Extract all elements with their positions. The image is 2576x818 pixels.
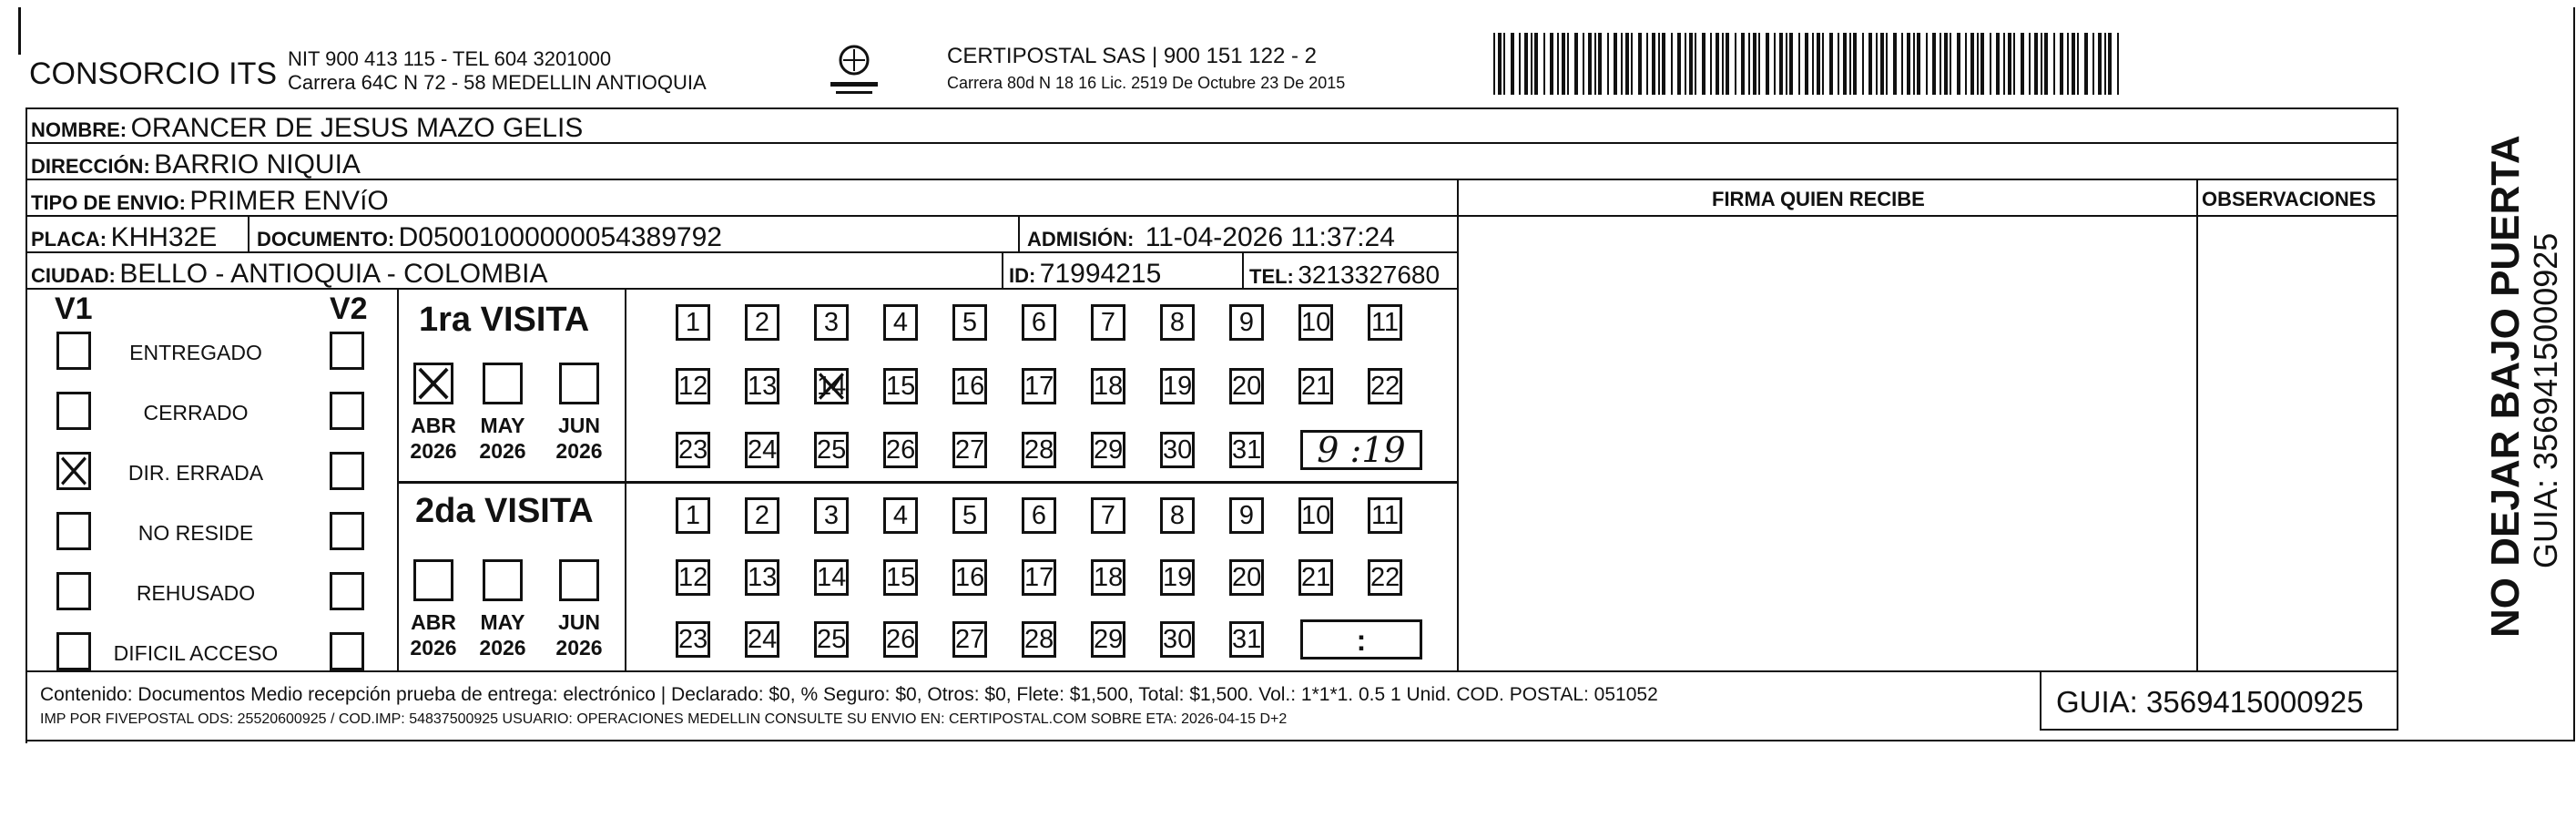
day-checkbox[interactable]: [883, 432, 918, 468]
day-number: 16: [955, 563, 985, 592]
day-number: 23: [678, 625, 708, 654]
month-checkbox[interactable]: [559, 559, 599, 601]
company-address: Carrera 64C N 72 - 58 MEDELLIN ANTIOQUIA: [288, 71, 707, 94]
day-checkbox[interactable]: [952, 559, 987, 596]
day-number: 13: [748, 372, 778, 401]
day-number: 23: [678, 435, 708, 465]
day-checkbox[interactable]: [1229, 368, 1264, 404]
day-number: 26: [886, 625, 916, 654]
nombre-row: [31, 115, 583, 142]
day-number: 19: [1163, 372, 1193, 401]
day-number: 29: [1094, 625, 1124, 654]
day-number: 1: [685, 308, 701, 337]
v2-checkbox[interactable]: [330, 332, 364, 370]
status-label: REHUSADO: [136, 581, 256, 605]
day-number: 3: [823, 501, 840, 530]
day-number: 27: [955, 435, 985, 465]
day-number: 16: [955, 372, 985, 401]
day-checkbox[interactable]: [1091, 559, 1125, 596]
carrier-name: CERTIPOSTAL SAS | 900 151 122 - 2: [947, 44, 1317, 68]
day-number: 13: [748, 563, 778, 592]
day-checkbox[interactable]: [1091, 304, 1125, 341]
day-checkbox[interactable]: [1022, 559, 1056, 596]
day-checkbox[interactable]: [1091, 621, 1125, 658]
day-checkbox[interactable]: [1160, 432, 1195, 468]
day-checkbox[interactable]: [676, 304, 710, 341]
day-number: 10: [1301, 308, 1331, 337]
certipostal-logo: [827, 42, 881, 100]
id-divider: [1002, 253, 1003, 288]
v1-checkbox[interactable]: [56, 452, 91, 490]
month-checkbox[interactable]: [413, 363, 453, 404]
day-checkbox[interactable]: [1229, 621, 1264, 658]
day-checkbox[interactable]: [1022, 304, 1056, 341]
side-guia: GUIA: 3569415000925: [2527, 232, 2564, 568]
day-checkbox[interactable]: [745, 432, 779, 468]
day-number: 14: [817, 372, 847, 401]
day-number: 5: [962, 501, 978, 530]
v1-checkbox[interactable]: [56, 512, 91, 550]
ciudad-value: BELLO - ANTIOQUIA - COLOMBIA: [119, 259, 548, 289]
frame-top: [25, 107, 2398, 109]
month-checkbox[interactable]: [559, 363, 599, 404]
v2-checkbox[interactable]: [330, 452, 364, 490]
frame-bottom: [25, 740, 2575, 741]
tel-divider: [1242, 253, 1244, 288]
day-number: 8: [1169, 308, 1186, 337]
day-checkbox[interactable]: [952, 368, 987, 404]
month-year: 2026: [410, 439, 457, 463]
day-number: 18: [1094, 372, 1124, 401]
company-name: CONSORCIO ITS: [29, 56, 278, 91]
day-number: 26: [886, 435, 916, 465]
day-number: 12: [678, 372, 708, 401]
day-checkbox[interactable]: [814, 559, 849, 596]
day-number: 31: [1232, 435, 1262, 465]
day-checkbox[interactable]: [745, 368, 779, 404]
ciudad-label: CIUDAD:: [31, 264, 116, 287]
day-checkbox[interactable]: [676, 559, 710, 596]
footer-line1: Contenido: Documentos Medio recepción prueba de entrega: electrónico | Declarado: $0, % Seguro: $0, Otros: $0, Flete: $1,500, Total: $1,500. Vol.: 1*1*1. 0.5 1 Unid. COD. POSTAL: 051052: [40, 684, 1658, 705]
day-checkbox[interactable]: [745, 304, 779, 341]
day-checkbox[interactable]: [814, 621, 849, 658]
month-year: 2026: [555, 439, 603, 463]
day-number: 12: [678, 563, 708, 592]
id-cell: [1009, 261, 1161, 288]
month-checkbox[interactable]: [483, 559, 523, 601]
day-checkbox[interactable]: [814, 497, 849, 534]
day-checkbox[interactable]: [1022, 497, 1056, 534]
v2-header: V2: [330, 291, 368, 326]
day-number: 30: [1163, 435, 1193, 465]
footer-guia: GUIA: 3569415000925: [2056, 685, 2364, 719]
day-checkbox[interactable]: [676, 621, 710, 658]
firma-left-border: [1457, 180, 1459, 670]
observaciones-right-border: [2397, 107, 2398, 672]
day-checkbox[interactable]: [952, 304, 987, 341]
day-checkbox[interactable]: [1368, 497, 1402, 534]
day-checkbox[interactable]: [1022, 621, 1056, 658]
day-checkbox[interactable]: [952, 497, 987, 534]
placa-label: PLACA:: [31, 228, 107, 251]
day-number: 22: [1370, 372, 1400, 401]
tipo-value: PRIMER ENVíO: [189, 186, 389, 216]
placa-value: KHH32E: [110, 222, 218, 252]
day-number: 10: [1301, 501, 1331, 530]
day-number: 1: [685, 501, 701, 530]
tel-cell: [1249, 262, 1440, 288]
day-checkbox[interactable]: [1091, 432, 1125, 468]
placa-cell: [31, 224, 217, 251]
day-checkbox[interactable]: [676, 368, 710, 404]
day-number: 8: [1169, 501, 1186, 530]
day-number: 24: [748, 435, 778, 465]
v2-checkbox[interactable]: [330, 632, 364, 670]
firma-header: FIRMA QUIEN RECIBE: [1712, 188, 1925, 210]
id-value: 71994215: [1039, 259, 1162, 289]
day-checkbox[interactable]: [952, 432, 987, 468]
status-label: DIFICIL ACCESO: [113, 641, 279, 665]
day-checkbox[interactable]: [1091, 497, 1125, 534]
day-number: 9: [1238, 501, 1255, 530]
barcode: [1493, 33, 2131, 95]
day-checkbox[interactable]: [814, 304, 849, 341]
day-number: 7: [1100, 308, 1116, 337]
day-number: 15: [886, 563, 916, 592]
direccion-value: BARRIO NIQUIA: [154, 149, 361, 179]
documento-label: DOCUMENTO:: [257, 228, 395, 251]
status-label: NO RESIDE: [137, 521, 254, 545]
v1-checkbox[interactable]: [56, 632, 91, 670]
day-number: 2: [754, 308, 770, 337]
visit2-title: 2da VISITA: [415, 492, 594, 530]
day-number: 20: [1232, 372, 1262, 401]
day-number: 21: [1301, 372, 1331, 401]
day-number: 15: [886, 372, 916, 401]
day-number: 9: [1238, 308, 1255, 337]
day-checkbox[interactable]: [1022, 368, 1056, 404]
direccion-row: [31, 151, 361, 179]
month-label: MAY: [480, 414, 525, 437]
day-checkbox[interactable]: [952, 621, 987, 658]
x-mark-icon: [416, 365, 451, 402]
observaciones-header: OBSERVACIONES: [2202, 188, 2377, 210]
day-number: 3: [823, 308, 840, 337]
admision-label: ADMISIÓN:: [1027, 228, 1135, 251]
day-checkbox[interactable]: [745, 497, 779, 534]
month-label: JUN: [557, 610, 600, 634]
tel-value: 3213327680: [1298, 261, 1441, 289]
day-number: 22: [1370, 563, 1400, 592]
day-number: 4: [892, 501, 909, 530]
day-number: 30: [1163, 625, 1193, 654]
day-checkbox[interactable]: [883, 559, 918, 596]
month-label: MAY: [480, 610, 525, 634]
day-checkbox[interactable]: [883, 304, 918, 341]
month-checkbox[interactable]: [413, 559, 453, 601]
day-checkbox[interactable]: [1160, 497, 1195, 534]
day-checkbox[interactable]: [1160, 621, 1195, 658]
id-label: ID:: [1009, 264, 1036, 287]
day-checkbox[interactable]: [1368, 368, 1402, 404]
x-mark-icon: [59, 455, 88, 487]
v1-header: V1: [55, 291, 93, 326]
status-label: CERRADO: [143, 401, 249, 424]
admision-cell: [1027, 224, 1395, 251]
status-label: ENTREGADO: [129, 341, 262, 364]
day-number: 20: [1232, 563, 1262, 592]
day-number: 19: [1163, 563, 1193, 592]
visit2-time: :: [1356, 624, 1367, 657]
frame-left-top: [18, 7, 21, 55]
day-checkbox[interactable]: [1368, 559, 1402, 596]
day-checkbox[interactable]: [676, 432, 710, 468]
visit1-title: 1ra VISITA: [419, 301, 590, 339]
visit1-time: 9 :19: [1317, 430, 1406, 470]
day-number: 25: [817, 625, 847, 654]
day-number: 4: [892, 308, 909, 337]
v1-checkbox[interactable]: [56, 392, 91, 430]
day-checkbox[interactable]: [814, 368, 849, 404]
status-label: DIR. ERRADA: [127, 461, 264, 485]
nombre-value: ORANCER DE JESUS MAZO GELIS: [130, 113, 584, 143]
day-checkbox[interactable]: [1229, 432, 1264, 468]
day-checkbox[interactable]: [1298, 497, 1333, 534]
day-checkbox[interactable]: [1298, 559, 1333, 596]
day-checkbox[interactable]: [745, 559, 779, 596]
month-year: 2026: [479, 636, 526, 660]
day-checkbox[interactable]: [883, 368, 918, 404]
day-number: 29: [1094, 435, 1124, 465]
day-number: 14: [817, 563, 847, 592]
v2-checkbox[interactable]: [330, 572, 364, 610]
day-number: 24: [748, 625, 778, 654]
day-number: 31: [1232, 625, 1262, 654]
day-checkbox[interactable]: [745, 621, 779, 658]
side-warning: NO DEJAR BAJO PUERTA: [2483, 135, 2528, 638]
admision-divider: [1018, 217, 1020, 251]
visit-divider: [397, 481, 1459, 484]
day-checkbox[interactable]: [883, 497, 918, 534]
status-divider: [397, 290, 399, 670]
day-checkbox[interactable]: [1229, 304, 1264, 341]
day-number: 17: [1024, 372, 1054, 401]
day-checkbox[interactable]: [676, 497, 710, 534]
month-label: ABR: [411, 610, 456, 634]
month-checkbox[interactable]: [483, 363, 523, 404]
tipo-label: TIPO DE ENVIO:: [31, 191, 186, 214]
day-checkbox[interactable]: [814, 432, 849, 468]
day-checkbox[interactable]: [1298, 304, 1333, 341]
day-number: 18: [1094, 563, 1124, 592]
carrier-address: Carrera 80d N 18 16 Lic. 2519 De Octubre 23 De 2015: [947, 74, 1346, 92]
day-checkbox[interactable]: [1160, 368, 1195, 404]
month-label: JUN: [557, 414, 600, 437]
direccion-label: DIRECCIÓN:: [31, 155, 150, 178]
v1-checkbox[interactable]: [56, 332, 91, 370]
company-nit: NIT 900 413 115 - TEL 604 3201000: [288, 47, 612, 70]
frame-right: [2573, 7, 2575, 741]
month-year: 2026: [479, 439, 526, 463]
footer-line2: IMP POR FIVEPOSTAL ODS: 25520600925 / COD.IMP: 54837500925 USUARIO: OPERACIONES MEDELLIN CONSULTE SU ENVIO EN: CERTIPOSTAL.COM SOBRE ETA: 2026-04-15 D+2: [40, 711, 1288, 727]
day-number: 11: [1370, 308, 1400, 337]
day-checkbox[interactable]: [1091, 368, 1125, 404]
day-number: 21: [1301, 563, 1331, 592]
day-checkbox[interactable]: [1022, 432, 1056, 468]
tipo-row: [31, 188, 389, 215]
day-number: 7: [1100, 501, 1116, 530]
day-checkbox[interactable]: [1229, 559, 1264, 596]
day-number: 6: [1031, 501, 1047, 530]
day-number: 17: [1024, 563, 1054, 592]
day-number: 25: [817, 435, 847, 465]
day-number: 28: [1024, 435, 1054, 465]
day-number: 6: [1031, 308, 1047, 337]
months-divider: [625, 290, 626, 670]
day-checkbox[interactable]: [883, 621, 918, 658]
admision-value: 11-04-2026 11:37:24: [1145, 222, 1395, 252]
visit1-time-box[interactable]: [1300, 430, 1422, 470]
footer-guia-box: [2040, 670, 2398, 731]
month-label: ABR: [411, 414, 456, 437]
day-checkbox[interactable]: [1368, 304, 1402, 341]
day-number: 28: [1024, 625, 1054, 654]
day-number: 11: [1370, 501, 1400, 530]
tel-label: TEL:: [1249, 265, 1294, 288]
visit2-time-box[interactable]: [1300, 619, 1422, 660]
day-checkbox[interactable]: [1298, 368, 1333, 404]
v1-checkbox[interactable]: [56, 572, 91, 610]
day-number: 2: [754, 501, 770, 530]
documento-value: D05001000000054389792: [398, 222, 722, 252]
observaciones-header-line: [2196, 215, 2398, 217]
nombre-label: NOMBRE:: [31, 118, 127, 141]
month-year: 2026: [555, 636, 603, 660]
ciudad-cell: [31, 261, 547, 288]
frame-left: [25, 107, 27, 743]
day-checkbox[interactable]: [1160, 559, 1195, 596]
month-year: 2026: [410, 636, 457, 660]
day-number: 27: [955, 625, 985, 654]
placa-divider: [248, 217, 249, 251]
v2-checkbox[interactable]: [330, 392, 364, 430]
observaciones-left-border: [2196, 180, 2198, 670]
day-checkbox[interactable]: [1229, 497, 1264, 534]
documento-cell: [257, 224, 722, 251]
day-number: 5: [962, 308, 978, 337]
v2-checkbox[interactable]: [330, 512, 364, 550]
day-checkbox[interactable]: [1160, 304, 1195, 341]
row-line-2: [25, 179, 2398, 180]
